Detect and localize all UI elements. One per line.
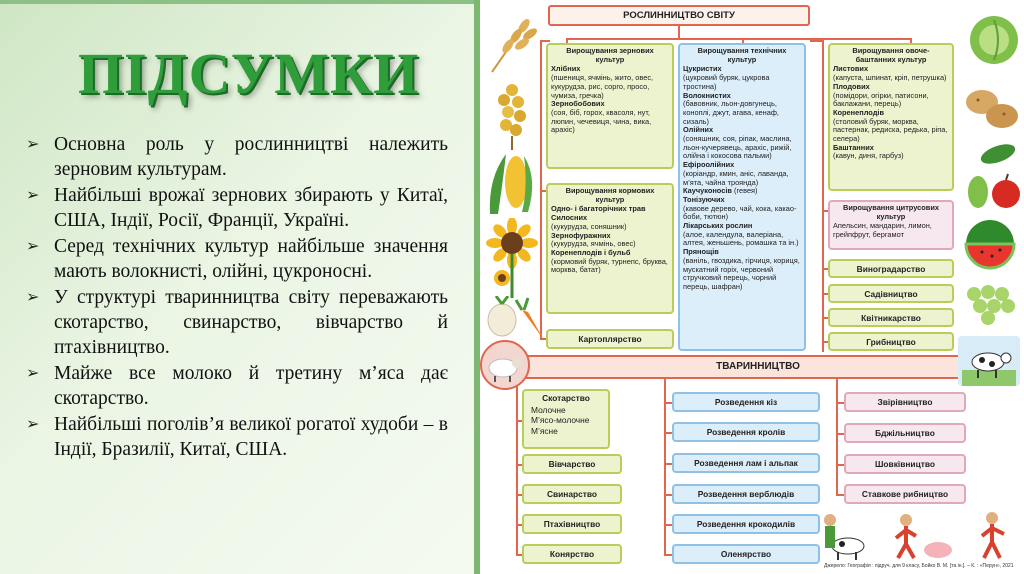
- grapes-icon: [960, 280, 1020, 330]
- cattle-breeding-box: Скотарство Молочне М’ясо-молочне М’ясне: [522, 389, 610, 449]
- gardening-box: Садівництво: [828, 284, 954, 303]
- bullet-item: ➢ Найбільші врожаї зернових збирають у Китаї, США, Індії, Росії, Франції, Україні.: [26, 185, 448, 231]
- goat-breeding-box: Розведення кіз: [672, 392, 820, 412]
- pig-breeding-box: Свинарство: [522, 484, 622, 504]
- connector: [664, 402, 672, 404]
- cow-icon: [958, 336, 1020, 386]
- camel-breeding-box: Розведення верблюдів: [672, 484, 820, 504]
- connector: [664, 463, 672, 465]
- connector: [678, 25, 680, 39]
- pond-fish-farming-box: Ставкове рибництво: [844, 484, 966, 504]
- agriculture-diagram: [480, 0, 1024, 574]
- bullet-item: ➢ У структурі тваринництва світу переважають скотарство, свинарство, вівчарство й птахівництво.: [26, 287, 448, 358]
- connector: [836, 494, 844, 496]
- bullet-item: ➢ Найбільші поголів’я великої рогатої худоби – в Індії, Бразилії, Китаї, США.: [26, 414, 448, 460]
- watermelon-icon: [960, 218, 1022, 274]
- slide-title: ПІДСУМКИ: [78, 41, 420, 106]
- fodder-crops-box: Вирощування кормових культур Одно- і багаторічних трав Силосних (кукурудза, соняшник) Зернофуражних (кукурудза, ячмінь, овес) Коренеплодів і бульб (кормовий буряк, турнепс, бруква, морква, батат): [546, 183, 674, 314]
- cabbage-icon: [962, 10, 1022, 68]
- bullet-item: ➢ Майже все молоко й третину м’яса дає скотарство.: [26, 363, 448, 409]
- connector: [836, 378, 838, 496]
- grain-crops-box: Вирощування зернових культур Хлібних (пшениця, ячмінь, жито, овес, кукурудза, рис, сорго, просо, чумиза, гречка) Зернобобових (соя, біб, горох, квасоля, нут, люпин, чечевиця, чина, вика, арахіс): [546, 43, 674, 169]
- floriculture-box: Квітникарство: [828, 308, 954, 327]
- connector: [664, 524, 672, 526]
- connector: [664, 494, 672, 496]
- summary-bullets: [24, 132, 448, 463]
- mushroom-growing-box: Грибництво: [828, 332, 954, 351]
- sericulture-box: Шовківництво: [844, 454, 966, 474]
- technical-crops-box: Вирощування технічних культур Цукристих (цукровий буряк, цукрова тростина) Волокнистих (бавовник, льон-довгунець, коноплі, джут, агава, кенаф, сизаль) Олійних (соняшник, соя, ріпак, маслина, льон-кучерявець, арахіс, рижій, олійна і кокосова пальми) Ефіроолійних (коріандр, кмин, аніс, лаванда, м’ята, чайна троянда) Каучуконосів (гевея) Тонізуючих (кавове дерево, чай, кока, какао-боби, тютюн) Лікарських рослин (алое, календула, валеріана, алтея, женьшень, ромашка та ін.) Прянощів (ваніль, гвоздика, гірчиця, кориця, мускатний горіх, червоний стручковий перець, чорний перець, шафран): [678, 43, 806, 351]
- fur-farming-box: Звірівництво: [844, 392, 966, 412]
- reindeer-herding-box: Оленярство: [672, 544, 820, 564]
- bullet-item: ➢ Серед технічних культур найбільше значення мають волокнисті, олійні, цукроносні.: [26, 236, 448, 282]
- beekeeping-box: Бджільництво: [844, 423, 966, 443]
- bullet-arrow-icon: ➢: [26, 289, 40, 306]
- citrus-crops-box: Вирощування цитрусових культур Апельсин, мандарин, лимон, грейпфрут, бергамот: [828, 200, 954, 250]
- bullet-arrow-icon: ➢: [26, 365, 40, 382]
- potato-icon: [960, 82, 1022, 138]
- connector: [836, 464, 844, 466]
- wheat-icon: [484, 14, 540, 74]
- crocodile-breeding-box: Розведення крокодилів: [672, 514, 820, 534]
- connector: [810, 40, 824, 42]
- millet-icon: [490, 80, 534, 150]
- rabbit-breeding-box: Розведення кролів: [672, 422, 820, 442]
- potato-growing-box: Картоплярство: [546, 329, 674, 349]
- poultry-farming-box: Птахівництво: [522, 514, 622, 534]
- animal-husbandry-header: ТВАРИННИЦТВО: [506, 355, 1010, 379]
- connector: [540, 40, 550, 42]
- bullet-arrow-icon: ➢: [26, 238, 40, 255]
- bullet-item: ➢ Основна роль у рослинництві належить зерновим культурам.: [26, 134, 448, 180]
- cucumber-apple-icon: [962, 140, 1022, 220]
- kids-and-farm-animals-icon: [822, 500, 1022, 562]
- source-footnote: Джерело: Географія : підруч. для 9 класу, Бойко В. М. [та ін.]. – К. : «Перун», 2021: [824, 563, 1014, 569]
- llama-alpaca-breeding-box: Розведення лам і альпак: [672, 453, 820, 473]
- connector: [516, 378, 518, 554]
- connector: [836, 402, 844, 404]
- plant-growing-header: РОСЛИННИЦТВО СВІТУ: [548, 5, 810, 26]
- corn-icon: [484, 148, 540, 218]
- bullet-arrow-icon: ➢: [26, 416, 40, 433]
- horse-breeding-box: Конярство: [522, 544, 622, 564]
- connector: [664, 554, 672, 556]
- connector: [566, 38, 910, 40]
- sheep-breeding-box: Вівчарство: [522, 454, 622, 474]
- beet-carrot-icon: [482, 296, 548, 344]
- viticulture-box: Виноградарство: [828, 259, 954, 278]
- connector: [664, 378, 666, 554]
- connector: [822, 40, 824, 352]
- connector: [836, 433, 844, 435]
- bullet-arrow-icon: ➢: [26, 136, 40, 153]
- bullet-arrow-icon: ➢: [26, 187, 40, 204]
- sheep-icon: [480, 340, 530, 390]
- connector: [664, 432, 672, 434]
- sunflower-icon: [484, 218, 540, 298]
- vegetable-melon-crops-box: Вирощування овоче-баштанних культур Листових (капуста, шпинат, кріп, петрушка) Плодових (помідори, огірки, патисони, баклажани, перець) Коренеплодів (столовий буряк, морква, пастернак, редиска, редька, ріпа, селера) Баштанних (кавун, диня, гарбуз): [828, 43, 954, 191]
